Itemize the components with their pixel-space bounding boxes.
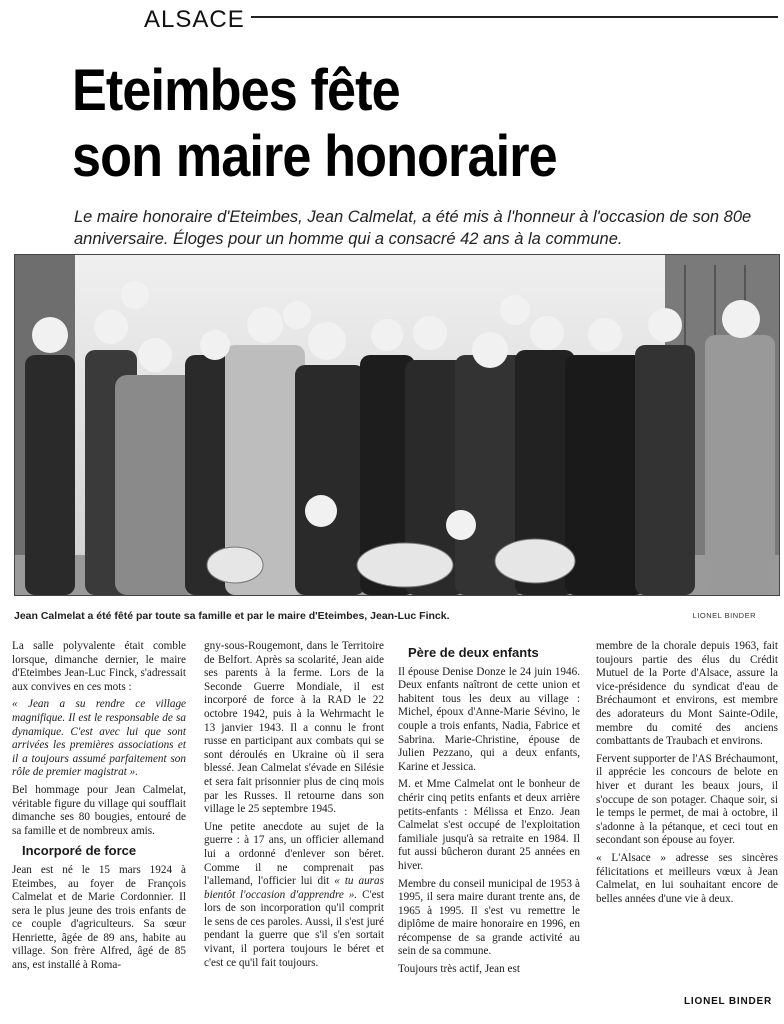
anecdote-text: Une petite anecdote au sujet de la guerre : à 17 ans, un officier allemand lui a ordonné d'enlever son béret. Comme il ne comprenait pas l'allemand, l'officier lui dit [204, 820, 384, 888]
masthead [112, 6, 778, 40]
paragraph: Fervent supporter de l'AS Bréchaumont, il apprécie les concours de belote en hiver et durant les beaux jours, il s'occupe de son potager. Chaque soir, si le temps le permet, de mai à octobre, il s'adonne à la pétanque, et ceci tout en secondant son épouse au foyer. [596, 752, 778, 847]
paragraph: Bel hommage pour Jean Calmelat, véritable figure du village qui soufflait dimanche ses 80 bougies, entouré de sa famille et de nombreux amis. [12, 783, 186, 837]
paragraph [204, 821, 384, 971]
deck: Le maire honoraire d'Eteimbes, Jean Calmelat, a été mis à l'honneur à l'occasion de son 80e anniversaire. Éloges pour un homme qui a consacré 42 ans à la commune. [74, 208, 752, 248]
officer-quote: « tu auras bientôt l'occasion d'apprendre ». [204, 875, 384, 901]
paragraph: « L'Alsace » adresse ses sincères félicitations et meilleurs vœux à Jean Calmelat, en lui souhaitant encore de belles années d'une vie à deux. [596, 851, 778, 905]
newspaper-logo [138, 6, 251, 34]
paragraph: gny-sous-Rougemont, dans le Territoire de Belfort. Après sa scolarité, Jean aide ses parents à la ferme. Lors de la Seconde Guerre Mondiale, il est incorporé de force à la RAD le 22 octobre 1942, puis à la Wehrmacht le 13 janvier 1943. Il a connu le front russe en participant aux combats qui se sont déroulés en Ukraine où il sera blessé. Jean Calmelat s'évade en Silésie et sera fait prisonnier plus de cinq mois par les Russes. Il retourne dans son village le 25 septembre 1945. [204, 640, 384, 816]
photo-credit: LIONEL BINDER [692, 611, 756, 620]
paragraph: Membre du conseil municipal de 1953 à 1995, il sera maire durant trente ans, de 1965 à 1995. Il s'est vu remettre le diplôme de maire honoraire en 1996, en récompense de sa grande activité au sein de sa commune. [398, 877, 580, 958]
paragraph: Il épouse Denise Donze le 24 juin 1946. Deux enfants naîtront de cette union et habitent tous les deux au village : Michel, époux d'Anne-Marie Sévino, le couple a trois enfants, Nadia, Fabrice et Sabrina. Marie-Christine, épouse de Julien Pezzano, qui a deux enfants, Karine et Jessica. [398, 665, 580, 773]
paragraph: M. et Mme Calmelat ont le bonheur de chérir cinq petits enfants et deux arrière petits-enfants : Mélissa et Enzo. Jean Calmelat s'est occupé de l'exploitation familiale jusqu'à sa retraite en 1984. Il fut aussi bûcheron durant 25 années en hiver. [398, 778, 580, 872]
article-column-3 [398, 640, 580, 981]
headline [72, 58, 693, 190]
logo-text: ALSACE [144, 6, 245, 33]
subheading: Incorporé de force [22, 843, 137, 859]
article-column-1 [12, 640, 186, 977]
headline-line-2: son maire honoraire [72, 124, 557, 189]
headline-line-1: Eteimbes fête [72, 58, 400, 123]
article-column-2 [204, 640, 384, 974]
photo-caption: Jean Calmelat a été fêté par toute sa famille et par le maire d'Eteimbes, Jean-Luc Finck. [14, 610, 450, 622]
quote: « Jean a su rendre ce village magnifique. Il est le responsable de sa dynamique. C'est avec lui que sont arrivées les premières associations et il a toujours assumé parfaitement son rôle de premier magistrat ». [12, 698, 186, 779]
article-column-4 [596, 640, 778, 910]
paragraph: Toujours très actif, Jean est [398, 963, 520, 976]
group-photo [14, 254, 780, 596]
paragraph: La salle polyvalente était comble lorsque, dimanche dernier, le maire d'Eteimbes Jean-Luc Finck, s'adressait aux convives en ces mots : [12, 640, 186, 693]
anecdote-text-end: C'est lors de son incorporation qu'il comprit le sens de ces paroles. Aussi, il s'est juré pendant la guerre que s'il s'en sortait vivant, il portera toujours le béret et c'est ce qu'il fait toujours. [204, 888, 385, 969]
paragraph: membre de la chorale depuis 1963, fait toujours partie des élus du Crédit Mutuel de la Porte d'Alsace, assure la vice-présidence du syndicat d'eau de Bréchaumont et environs, est membre des adorateurs du Mont Sainte-Odile, membre du comité des anciens combattants de Traubach et environs. [596, 640, 778, 748]
paragraph: Jean est né le 15 mars 1924 à Eteimbes, au foyer de François Calmelat et de Marie Cordonnier. Il sera le plus jeune des trois enfants de ce couple d'agriculteurs. Sa sœur Henriette, âgée de 89 ans, habite au village. Son frère Alfred, âgé de 85 ans, est installé à Roma- [12, 863, 186, 972]
author-signature: LIONEL BINDER [684, 996, 772, 1007]
subheading: Père de deux enfants [408, 645, 539, 660]
group-photo-image [15, 255, 779, 595]
